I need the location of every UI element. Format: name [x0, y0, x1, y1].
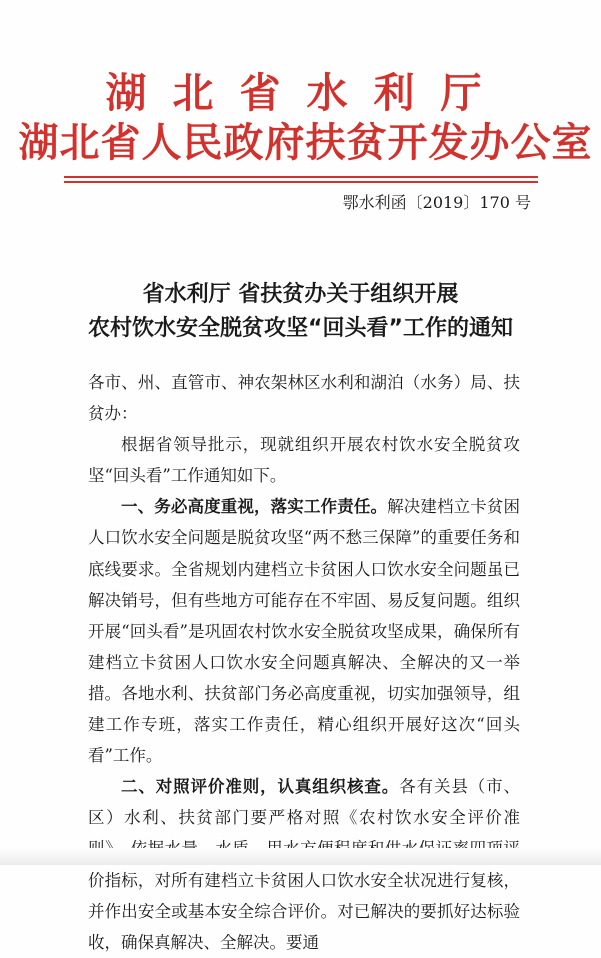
- letterhead: [0, 68, 601, 168]
- page-bottom-edge: [0, 848, 601, 865]
- issuing-org-poverty-alleviation: 湖北省人民政府扶贫开发办公室: [18, 120, 593, 166]
- salutation: 各市、州、直管市、神农架林区水利和湖泊（水务）局、扶贫办：: [88, 373, 520, 424]
- letterhead-rule-bottom: [64, 181, 538, 183]
- title-line-2: 农村饮水安全脱贫攻坚“回头看”工作的通知: [88, 316, 513, 341]
- document-number: 鄂水利函〔2019〕170 号: [342, 193, 531, 212]
- section-2-heading: 二、对照评价准则，认真组织核查。: [121, 777, 400, 797]
- section-1-heading: 一、务必高度重视，落实工作责任。: [121, 497, 388, 517]
- document-title: [0, 278, 601, 346]
- title-line-1: 省水利厅 省扶贫办关于组织开展: [142, 282, 459, 307]
- section-1-text: 解决建档立卡贫困人口饮水安全问题是脱贫攻坚“两不愁三保障”的重要任务和底线要求。全省规划内建档立卡贫困人口饮水安全问题虽已解决销号，但有些地方可能存在不牢固、易反复问题。组织开展“回头看”是巩固农村饮水安全脱贫攻坚成果，确保所有建档立卡贫困人口饮水安全问题真解决、全解决的又一举措。各地水利、扶贫部门务必高度重视，切实加强领导，组建工作专班，落实工作责任，精心组织开展好这次“回头看”工作。: [88, 497, 521, 766]
- letterhead-rule-top: [64, 176, 538, 178]
- document-body: [88, 367, 520, 958]
- section-1-paragraph: [88, 491, 520, 771]
- issuing-org-water-resources: 湖北省水利厅: [105, 69, 508, 117]
- intro-paragraph: 根据省领导批示，现就组织开展农村饮水安全脱贫攻坚“回头看”工作通知如下。: [88, 435, 520, 486]
- section-2-text: 各有关县（市、区）水利、扶贫部门要严格对照《农村饮水安全评价准 价指标，对所有建档立卡贫困人口饮水安全状况进行复核，并作出安全或基本安全综合评价。对已解决的要抓好达标验收，确保真解决、全解决。要通: [88, 777, 521, 952]
